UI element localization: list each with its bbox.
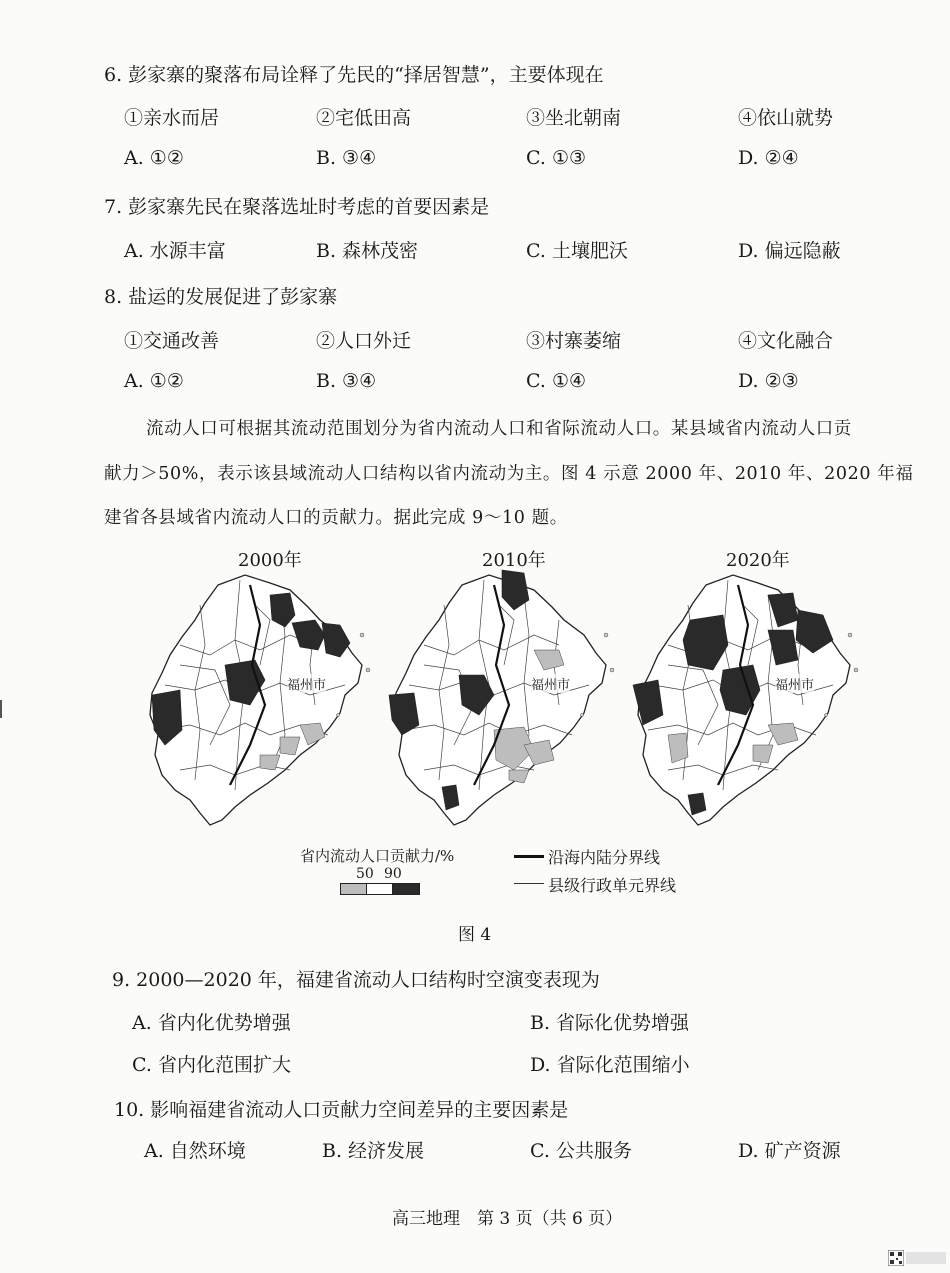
page-footer: 高三地理 第 3 页（共 6 页） [392, 1209, 623, 1229]
q6-option-c: C. ①③ [526, 147, 587, 169]
legend-swatch-low [340, 883, 368, 895]
q7-option-c: C. 土壤肥沃 [526, 240, 628, 262]
binding-margin-mark [0, 700, 6, 718]
q10-option-b: B. 经济发展 [322, 1140, 425, 1162]
map-2010-title: 2010年 [482, 550, 546, 571]
q6-item-1: ①亲水而居 [124, 107, 220, 129]
legend-swatch-mid [366, 883, 394, 895]
map-2000-title: 2000年 [238, 550, 302, 571]
q6-item-3: ③坐北朝南 [526, 107, 622, 129]
q7-option-a: A. 水源丰富 [124, 240, 226, 262]
q8-option-c: C. ①④ [526, 370, 587, 392]
map-2020-city-label: 福州市 [775, 674, 814, 693]
passage-line-2: 献力＞50%，表示该县域流动人口结构以省内流动为主。图 4 示意 2000 年、2010 年、2020 年福 [104, 464, 914, 484]
q6-item-4: ④依山就势 [738, 107, 834, 129]
q8-item-1: ①交通改善 [124, 330, 220, 352]
q9-stem: 9. 2000—2020 年，福建省流动人口结构时空演变表现为 [112, 969, 600, 991]
legend-thick-line [514, 855, 544, 858]
legend-county-border-label: 县级行政单元界线 [548, 876, 677, 895]
q6-option-a: A. ①② [124, 147, 184, 169]
legend-title: 省内流动人口贡献力/% [300, 847, 455, 865]
q7-stem: 7. 彭家寨先民在聚落选址时考虑的首要因素是 [104, 196, 490, 218]
q7-option-b: B. 森林茂密 [316, 240, 419, 262]
legend-tick-90: 90 [384, 866, 402, 882]
q6-option-d: D. ②④ [738, 147, 799, 169]
qr-code-icon [888, 1250, 904, 1266]
q9-option-d: D. 省际化范围缩小 [530, 1054, 690, 1076]
q9-option-b: B. 省际化优势增强 [530, 1012, 690, 1034]
q10-option-c: C. 公共服务 [530, 1140, 632, 1162]
legend-tick-50: 50 [356, 866, 374, 882]
q6-stem: 6. 彭家寨的聚落布局诠释了先民的“择居智慧”，主要体现在 [104, 64, 604, 86]
q6-option-b: B. ③④ [316, 147, 377, 169]
q8-item-3: ③村寨萎缩 [526, 330, 622, 352]
figure-caption: 图 4 [458, 925, 492, 945]
q8-option-a: A. ①② [124, 370, 184, 392]
map-2010-city-label: 福州市 [531, 674, 570, 693]
legend-thin-line [514, 883, 544, 884]
passage-line-3: 建省各县域省内流动人口的贡献力。据此完成 9～10 题。 [104, 508, 568, 528]
q8-option-b: B. ③④ [316, 370, 377, 392]
legend-swatch-high [392, 883, 420, 895]
q6-item-2: ②宅低田高 [316, 107, 412, 129]
q8-stem: 8. 盐运的发展促进了彭家寨 [104, 286, 338, 308]
passage-line-1: 流动人口可根据其流动范围划分为省内流动人口和省际流动人口。某县域省内流动人口贡 [146, 419, 852, 439]
map-2000-city-label: 福州市 [287, 674, 326, 693]
q7-option-d: D. 偏远隐蔽 [738, 240, 841, 262]
q9-option-a: A. 省内化优势增强 [132, 1012, 291, 1034]
legend-coast-inland-label: 沿海内陆分界线 [548, 848, 661, 867]
map-2000 [140, 565, 380, 830]
q9-option-c: C. 省内化范围扩大 [132, 1054, 291, 1076]
map-2010 [384, 565, 624, 830]
q8-option-d: D. ②③ [738, 370, 799, 392]
q8-item-4: ④文化融合 [738, 330, 834, 352]
watermark-logo [906, 1252, 946, 1264]
map-2020-title: 2020年 [726, 550, 790, 571]
q10-option-d: D. 矿产资源 [738, 1140, 841, 1162]
map-2020 [628, 565, 868, 830]
q8-item-2: ②人口外迁 [316, 330, 412, 352]
q10-stem: 10. 影响福建省流动人口贡献力空间差异的主要因素是 [114, 1099, 569, 1121]
q10-option-a: A. 自然环境 [144, 1140, 246, 1162]
